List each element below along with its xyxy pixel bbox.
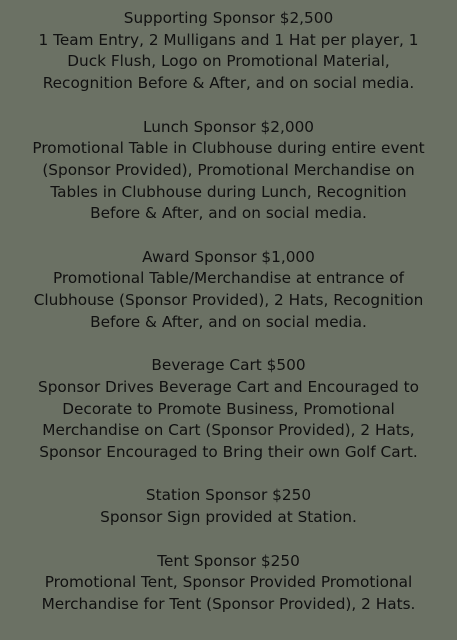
tier-description-line: Merchandise on Cart (Sponsor Provided), 2 Hats, xyxy=(42,421,415,440)
tier-station-sponsor xyxy=(0,485,457,528)
tier-title: Station Sponsor $250 xyxy=(145,486,312,505)
tier-title: Lunch Sponsor $2,000 xyxy=(142,117,315,136)
tier-description-line: 1 Team Entry, 2 Mulligans and 1 Hat per player, 1 xyxy=(38,30,419,49)
tier-description-line: Before & After, and on social media. xyxy=(90,312,367,331)
tier-description-line: Before & After, and on social media. xyxy=(90,204,367,223)
tier-description-line: Recognition Before & After, and on social media. xyxy=(42,74,415,93)
tier-description-line: Clubhouse (Sponsor Provided), 2 Hats, Recognition xyxy=(33,291,424,310)
tier-title: Tent Sponsor $250 xyxy=(157,551,300,570)
tier-description-line: Duck Flush, Logo on Promotional Material, xyxy=(67,52,390,71)
tier-description-line: Sponsor Encouraged to Bring their own Golf Cart. xyxy=(39,443,418,462)
tier-description-line: Merchandise for Tent (Sponsor Provided), 2 Hats. xyxy=(41,594,416,613)
tier-beverage-cart xyxy=(0,355,457,464)
tier-supporting-sponsor xyxy=(0,8,457,95)
tier-description-line: Promotional Tent, Sponsor Provided Promotional xyxy=(44,573,413,592)
tier-title: Beverage Cart $500 xyxy=(151,356,306,375)
tier-description-line: Sponsor Drives Beverage Cart and Encouraged to xyxy=(38,377,419,396)
tier-tent-sponsor xyxy=(0,551,457,616)
tier-description-line: Promotional Table/Merchandise at entrance of xyxy=(52,269,405,288)
tier-description-line: Promotional Table in Clubhouse during entire event xyxy=(32,139,425,158)
tier-award-sponsor xyxy=(0,247,457,334)
tier-lunch-sponsor xyxy=(0,117,457,226)
tier-title: Award Sponsor $1,000 xyxy=(142,247,315,266)
tier-description-line: Tables in Clubhouse during Lunch, Recognition xyxy=(50,182,407,201)
tier-description-line: Sponsor Sign provided at Station. xyxy=(100,508,357,527)
tier-title: Supporting Sponsor $2,500 xyxy=(123,9,334,27)
tier-description-line: (Sponsor Provided), Promotional Merchandise on xyxy=(42,160,415,179)
tier-description-line: Decorate to Promote Business, Promotional xyxy=(62,399,395,418)
